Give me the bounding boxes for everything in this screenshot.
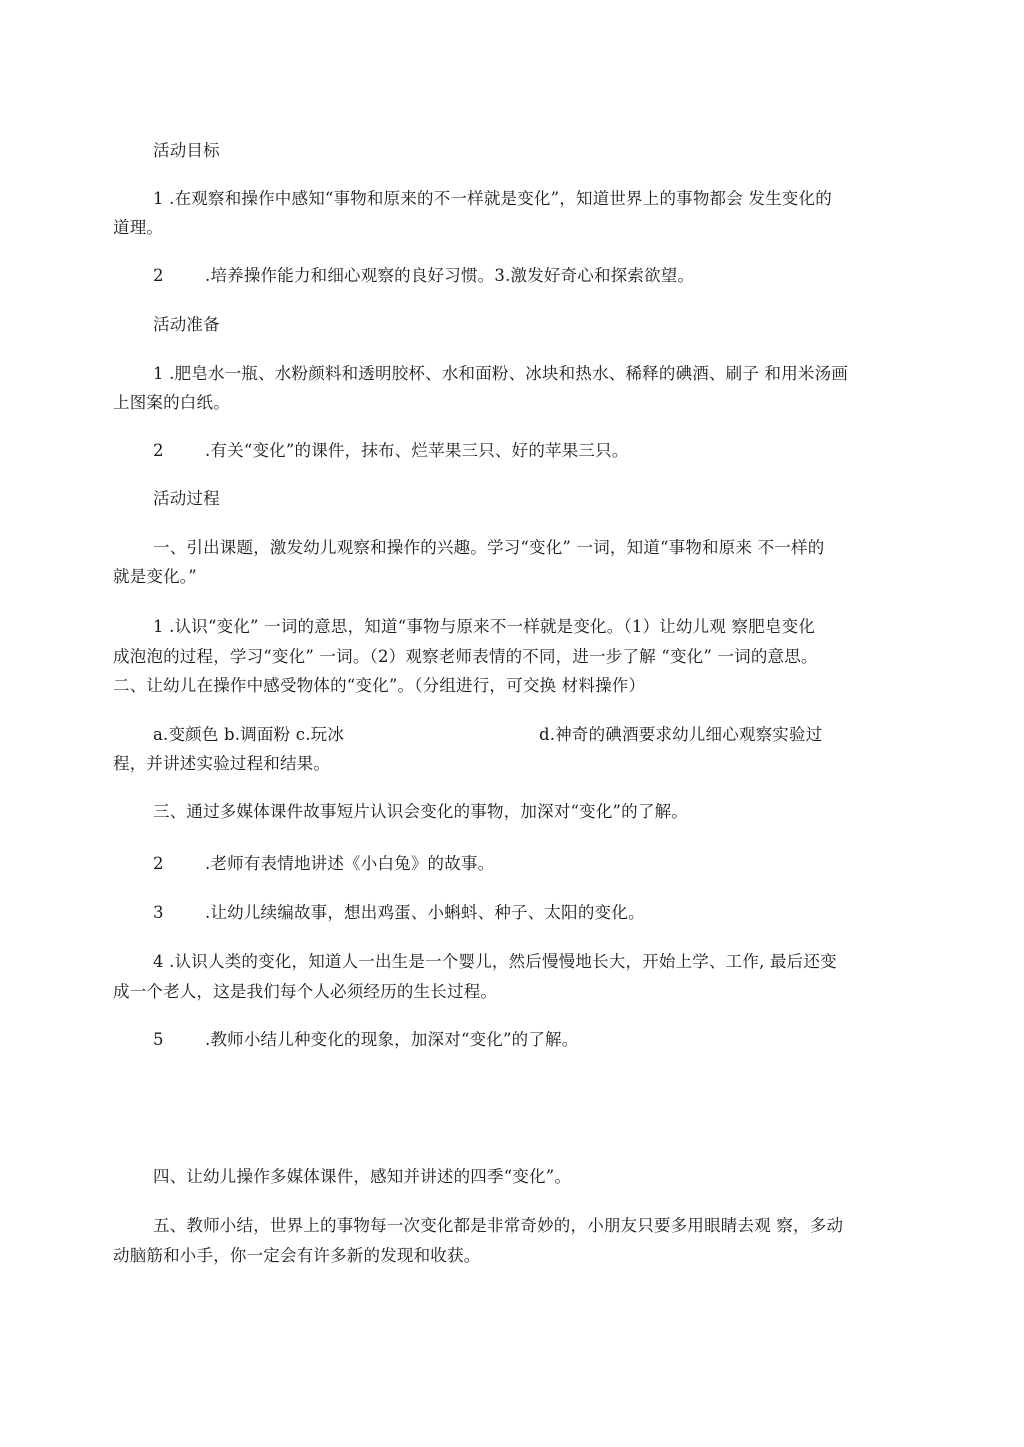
prep-2-text: .有关“变化”的课件，抹布、烂苹果三只、好的苹果三只。 xyxy=(205,441,629,460)
step-3: 三、通过多媒体课件故事短片认识会变化的事物，加深对“变化”的了解。 xyxy=(153,802,688,821)
step-3-item-5-number: 5 xyxy=(153,1030,164,1049)
goal-2 xyxy=(153,266,694,286)
step-1-line-2: 就是变化。” xyxy=(113,567,197,586)
items-tail: 程，并讲述实验过程和结果。 xyxy=(113,754,331,773)
step-5-line-1: 五、教师小结，世界上的事物每一次变化都是非常奇妙的，小朋友只要多用眼睛去观 察，多动 xyxy=(153,1216,844,1235)
goal-2-number: 2 xyxy=(153,266,164,285)
heading-process: 活动过程 xyxy=(153,489,220,508)
items-abc: a.变颜色 b.调面粉 c.玩冰 xyxy=(153,725,345,744)
step-3-item-5 xyxy=(153,1030,578,1050)
step-1-line-1: 一、引出课题，激发幼儿观察和操作的兴趣。学习“变化” 一词，知道“事物和原来 不一样的 xyxy=(153,538,825,557)
heading-goals: 活动目标 xyxy=(153,141,220,160)
step-2: 二、让幼儿在操作中感受物体的“变化”。（分组进行，可交换 材料操作） xyxy=(113,676,646,695)
prep-1-line-2: 上图案的白纸。 xyxy=(113,393,230,412)
goal-2-text: .培养操作能力和细心观察的良好习惯。3.激发好奇心和探索欲望。 xyxy=(205,266,695,285)
step-3-item-3-number: 3 xyxy=(153,903,164,922)
prep-2-number: 2 xyxy=(153,441,164,460)
sub-1-line-1: 1 .认识“变化” 一词的意思，知道“事物与原来不一样就是变化。（1）让幼儿观 察肥皂变化 xyxy=(153,617,816,636)
step-5-line-2: 动脑筋和小手，你一定会有许多新的发现和收获。 xyxy=(113,1246,481,1265)
prep-1-line-1: 1 .肥皂水一瓶、水粉颜料和透明胶杯、水和面粉、冰块和热水、稀释的碘酒、刷子 和用米汤画 xyxy=(153,364,849,383)
step-4: 四、让幼儿操作多媒体课件，感知并讲述的四季“变化”。 xyxy=(153,1167,572,1186)
goal-1-line-2: 道理。 xyxy=(113,218,164,237)
step-3-item-2-text: .老师有表情地讲述《小白兔》的故事。 xyxy=(205,854,495,873)
step-3-item-4-line-2: 成一个老人，这是我们每个人必须经历的生长过程。 xyxy=(113,982,498,1001)
step-3-item-5-text: .教师小结儿种变化的现象，加深对“变化”的了解。 xyxy=(205,1030,579,1049)
step-3-item-2 xyxy=(153,854,494,874)
step-3-item-3 xyxy=(153,903,645,923)
heading-prep: 活动准备 xyxy=(153,315,220,334)
item-d: d.神奇的碘酒要求幼儿细心观察实验过 xyxy=(539,725,823,744)
prep-2 xyxy=(153,441,629,461)
sub-1-line-2: 成泡泡的过程，学习“变化” 一词。（2）观察老师表情的不同，进一步了解 “变化” 一词的意思。 xyxy=(113,647,818,666)
step-3-item-2-number: 2 xyxy=(153,854,164,873)
step-3-item-3-text: .让幼儿续编故事，想出鸡蛋、小蝌蚪、种子、太阳的变化。 xyxy=(205,903,645,922)
goal-1-line-1: 1 .在观察和操作中感知“事物和原来的不一样就是变化”，知道世界上的事物都会 发生变化的 xyxy=(153,189,832,208)
step-3-item-4-line-1: 4 .认识人类的变化，知道人一出生是一个婴儿，然后慢慢地长大，开始上学、工作, 最后还变 xyxy=(153,952,837,971)
